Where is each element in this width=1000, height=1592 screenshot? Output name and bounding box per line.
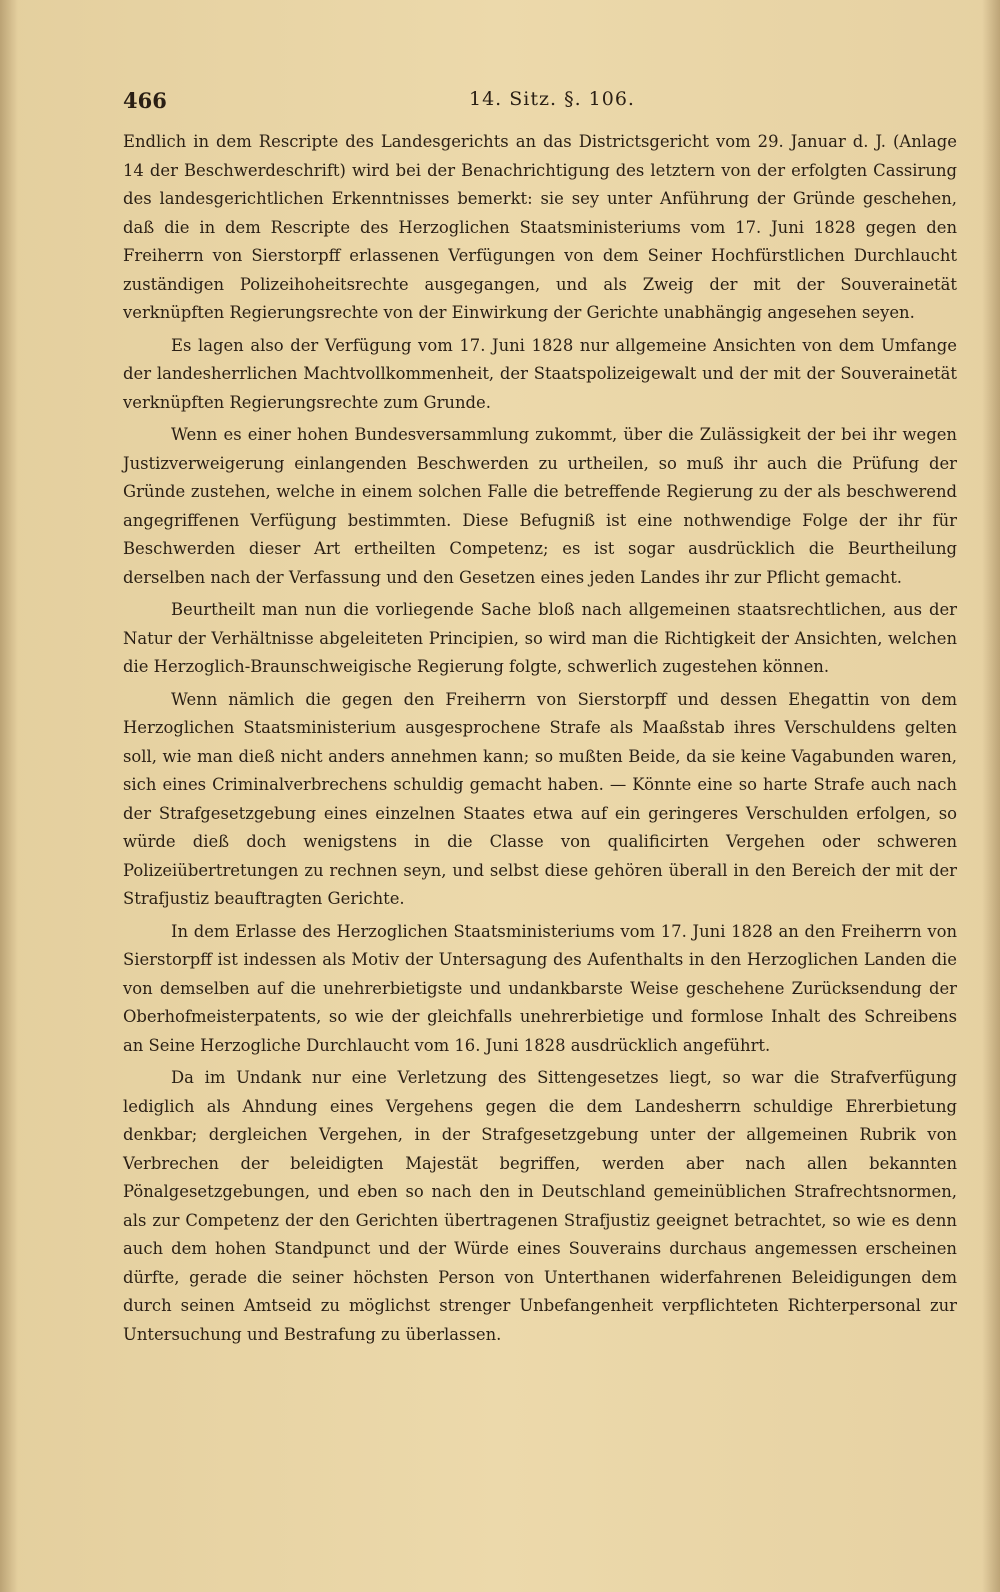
page-edge-shadow-right	[982, 0, 1000, 1592]
page-number: 466	[123, 88, 167, 113]
paragraph: Endlich in dem Rescripte des Landesgerichts an das Districtsgericht vom 29. Januar d. J. (Anlage 14 der Beschwerdeschrift) wird bei der Benachrichtigung des letztern von der erfolgten Cassirung des landesgerichtlichen Erkenntnisses bemerkt: sie sey unter Anführung der Gründe geschehen, daß die in dem Rescripte des Herzoglichen Staatsministeriums vom 17. Juni 1828 gegen den Freiherrn von Sierstorpff erlassenen Verfügungen von dem Seiner Hochfürstlichen Durchlaucht zuständigen Polizeihoheitsrechte ausgegangen, und als Zweig der mit der Souverainetät verknüpften Regierungsrechte von der Einwirkung der Gerichte unabhängig angesehen seyen.	[123, 132, 957, 322]
paragraph: Es lagen also der Verfügung vom 17. Juni 1828 nur allgemeine Ansichten von dem Umfange der landesherrlichen Machtvollkommenheit, der Staatspolizeigewalt und der mit der Souverainetät verknüpften Regierungsrechte zum Grunde.	[123, 335, 957, 412]
body-text	[123, 128, 957, 1349]
paragraph: Beurtheilt man nun die vorliegende Sache bloß nach allgemeinen staatsrechtlichen, aus der Natur der Verhältnisse abgeleiteten Principien, so wird man die Richtigkeit der Ansichten, welchen die Herzoglich-Braunschweigische Regierung folgte, schwerlich zugestehen können.	[123, 600, 957, 676]
page-header	[123, 88, 960, 124]
page-edge-shadow-left	[0, 0, 18, 1592]
paragraph: Da im Undank nur eine Verletzung des Sittengesetzes liegt, so war die Strafverfügung lediglich als Ahndung eines Vergehens gegen die dem Landesherrn schuldige Ehrerbietung denkbar; dergleichen Vergehen, in der Strafgesetzgebung unter der allgemeinen Rubrik von Verbrechen der beleidigten Majestät begriffen, werden aber nach allen bekannten Pönalgesetzgebungen, und eben so nach den in Deutschland gemeinüblichen Strafrechtsnormen, als zur Competenz der den Gerichten übertragenen Strafjustiz geeignet betrachtet, so wie es denn auch dem hohen Standpunct und der Würde eines Souverains durchaus angemessen erscheinen dürfte, gerade die seiner höchsten Person von Unterthanen widerfahrenen Beleidigungen dem durch seinen Amtseid zu möglichst strenger Unbefangenheit verpflichteten Richterpersonal zur Untersuchung und Bestrafung zu überlassen.	[123, 1068, 957, 1344]
running-head: 14. Sitz. §. 106.	[469, 88, 635, 110]
paragraph: In dem Erlasse des Herzoglichen Staatsministeriums vom 17. Juni 1828 an den Freiherrn von Sierstorpff ist indessen als Motiv der Untersagung des Aufenthalts in den Herzoglichen Landen die von demselben auf die unehrerbietigste und undankbarste Weise geschehene Zurücksendung der Oberhofmeisterpatents, so wie der gleichfalls unehrerbietige und formlose Inhalt des Schreibens an Seine Herzogliche Durchlaucht vom 16. Juni 1828 ausdrücklich angeführt.	[123, 921, 957, 1055]
paragraph: Wenn nämlich die gegen den Freiherrn von Sierstorpff und dessen Ehegattin von dem Herzoglichen Staatsministerium ausgesprochene Strafe als Maaßstab ihres Verschuldens gelten soll, wie man dieß nicht anders annehmen kann; so mußten Beide, da sie keine Vagabunden waren, sich eines Criminalverbrechens schuldig gemacht haben. — Könnte eine so harte Strafe auch nach der Strafgesetzgebung eines einzelnen Staates etwa auf ein geringeres Verschulden erfolgen, so würde dieß doch wenigstens in die Classe von qualificirten Vergehen oder schweren Polizeiübertretungen zu rechnen seyn, und selbst diese gehören überall in den Bereich der mit der Strafjustiz beauftragten Gerichte.	[123, 689, 957, 908]
paragraph: Wenn es einer hohen Bundesversammlung zukommt, über die Zulässigkeit der bei ihr wegen Justizverweigerung einlangenden Beschwerden zu urtheilen, so muß ihr auch die Prüfung der Gründe zustehen, welche in einem solchen Falle die betreffende Regierung zu der als beschwerend angegriffenen Verfügung bestimmten. Diese Befugniß ist eine nothwendige Folge der ihr für Beschwerden dieser Art ertheilten Competenz; es ist sogar ausdrücklich die Beurtheilung derselben nach der Verfassung und den Gesetzen eines jeden Landes ihr zur Pflicht gemacht.	[123, 425, 957, 587]
